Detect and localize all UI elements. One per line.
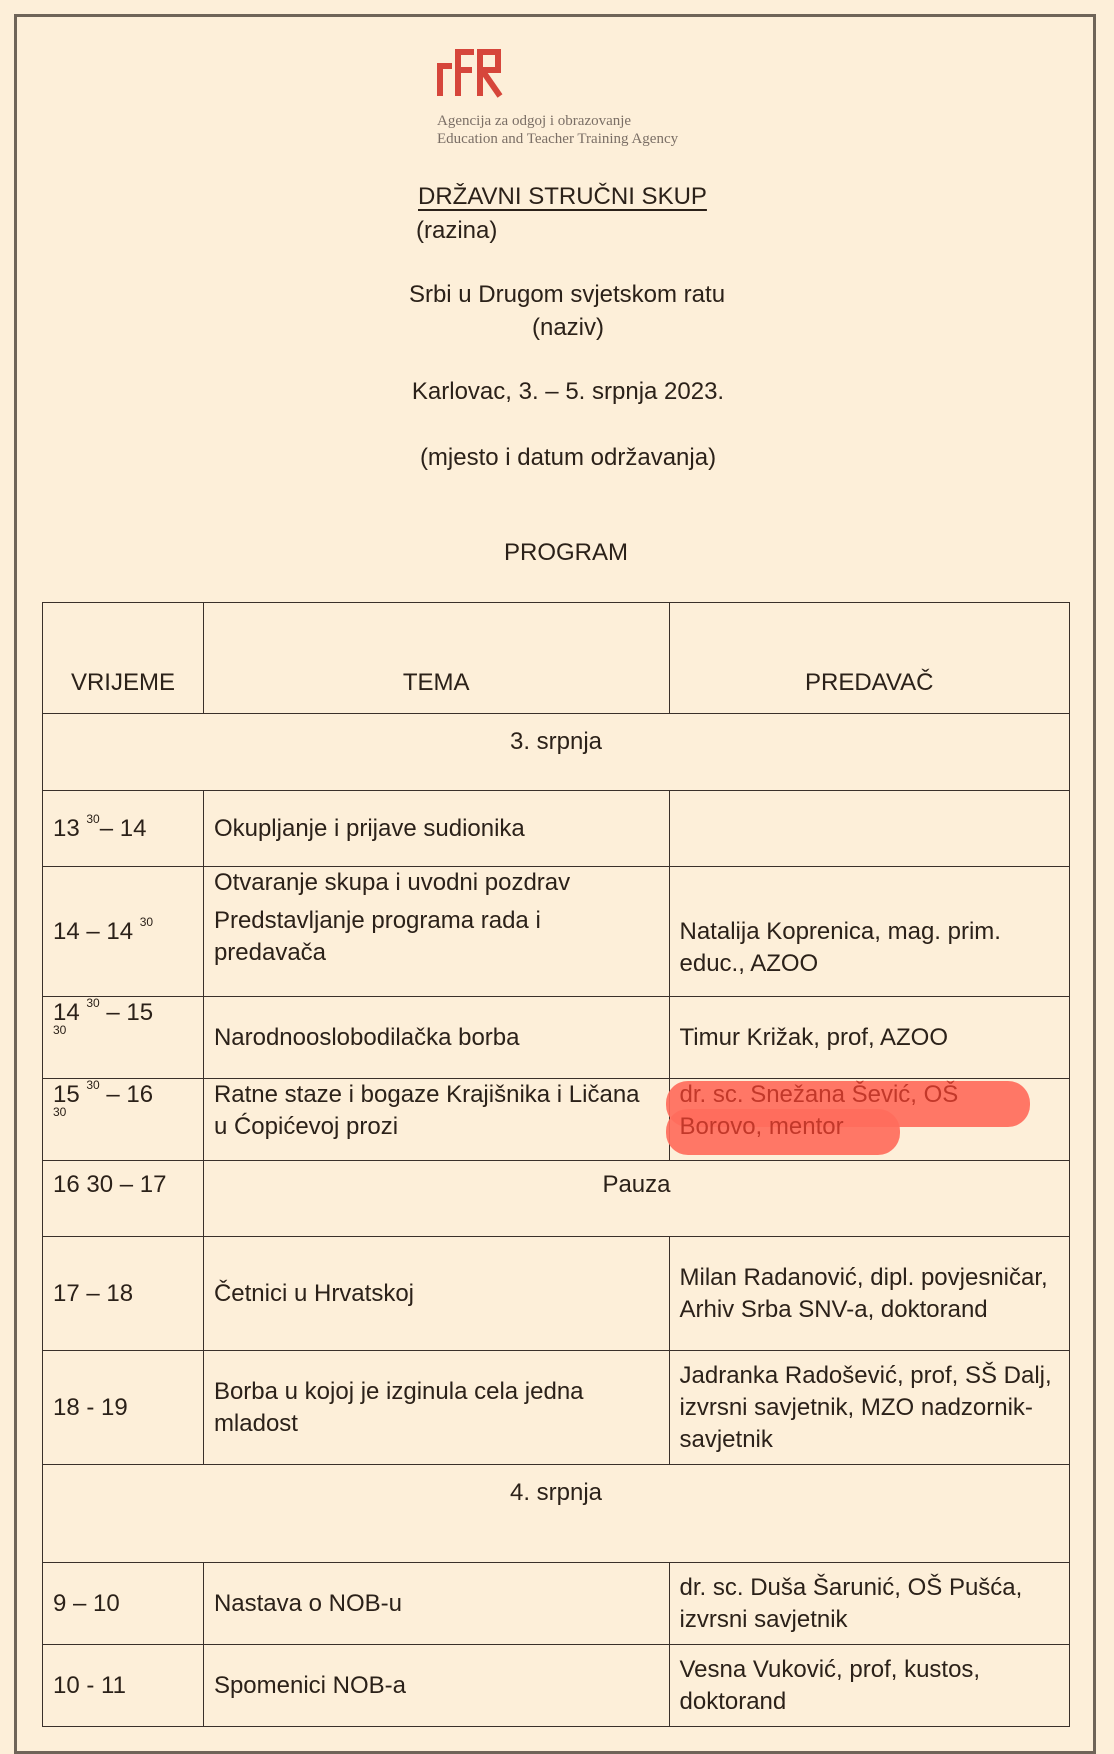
table-row: [43, 1161, 1070, 1237]
time-cell: 16 30 – 17: [43, 1161, 204, 1237]
day-label: 4. srpnja: [43, 1465, 1070, 1563]
time-cell: 10 - 11: [43, 1645, 204, 1727]
time-cell: 15 $^{30}$ – 16 30: [43, 1079, 204, 1161]
day-row: [43, 714, 1070, 791]
event-name: Srbi u Drugom svjetskom ratu: [408, 281, 726, 308]
doc-title: DRŽAVNI STRUČNI SKUP: [418, 183, 707, 210]
place-date: Karlovac, 3. – 5. srpnja 2023.: [411, 378, 725, 405]
time-cell: 9 – 10: [43, 1563, 204, 1645]
topic-cell: Narodnooslobodilačka borba: [203, 997, 669, 1079]
topic-cell: Otvaranje skupa i uvodni pozdrav Predstavljanje programa rada i predavača: [203, 867, 669, 997]
place-date-label: (mjesto i datum održavanja): [419, 444, 717, 471]
topic-cell: Ratne staze i bogaze Krajišnika i Ličana u Ćopićevoj prozi: [203, 1079, 669, 1161]
table-row: [43, 1079, 1070, 1161]
header-speaker: PREDAVAČ: [669, 603, 1070, 714]
topic-cell: Borba u kojoj je izginula cela jedna mladost: [203, 1351, 669, 1465]
agency-logo: [436, 46, 506, 100]
break-cell: Pauza: [203, 1161, 1069, 1237]
speaker-cell: Vesna Vuković, prof, kustos, doktorand: [669, 1645, 1070, 1727]
table-row: [43, 1563, 1070, 1645]
table-row: [43, 1237, 1070, 1351]
table-header-row: [43, 603, 1070, 714]
table-row: [43, 1645, 1070, 1727]
table-row: [43, 867, 1070, 997]
level-label: (razina): [416, 217, 498, 244]
day-row: [43, 1465, 1070, 1563]
time-cell: 14 $^{30}$ – 15 30: [43, 997, 204, 1079]
table-row: [43, 997, 1070, 1079]
time-cell: 13 $^{30}$– 14: [43, 791, 204, 867]
header-topic: TEMA: [203, 603, 669, 714]
speaker-cell: dr. sc. Snežana Šević, OŠ Borovo, mentor: [669, 1079, 1070, 1161]
topic-cell: Spomenici NOB-a: [203, 1645, 669, 1727]
speaker-cell: Milan Radanović, dipl. povjesničar, Arhiv Srba SNV-a, doktorand: [669, 1237, 1070, 1351]
table-row: [43, 1351, 1070, 1465]
time-cell: 17 – 18: [43, 1237, 204, 1351]
name-label: (naziv): [531, 314, 604, 341]
agency-name: Agencija za odgoj i obrazovanje Education and Teacher Training Agency: [437, 113, 679, 147]
speaker-cell: Timur Križak, prof, AZOO: [669, 997, 1070, 1079]
topic-cell: Nastava o NOB-u: [203, 1563, 669, 1645]
header-time: VRIJEME: [43, 603, 204, 714]
speaker-cell: dr. sc. Duša Šarunić, OŠ Pušća, izvrsni savjetnik: [669, 1563, 1070, 1645]
topic-cell: Četnici u Hrvatskoj: [203, 1237, 669, 1351]
speaker-cell: Jadranka Radošević, prof, SŠ Dalj, izvrsni savjetnik, MZO nadzornik-savjetnik: [669, 1351, 1070, 1465]
program-table: [42, 602, 1070, 1727]
topic-cell: Okupljanje i prijave sudionika: [203, 791, 669, 867]
table-row: [43, 791, 1070, 867]
time-cell: 18 - 19: [43, 1351, 204, 1465]
day-label: 3. srpnja: [43, 714, 1070, 791]
speaker-cell: Natalija Koprenica, mag. prim. educ., AZOO: [669, 867, 1070, 997]
time-cell: 14 – 14 $^{30}$: [43, 867, 204, 997]
speaker-cell: [669, 791, 1070, 867]
program-title: PROGRAM: [503, 539, 628, 566]
